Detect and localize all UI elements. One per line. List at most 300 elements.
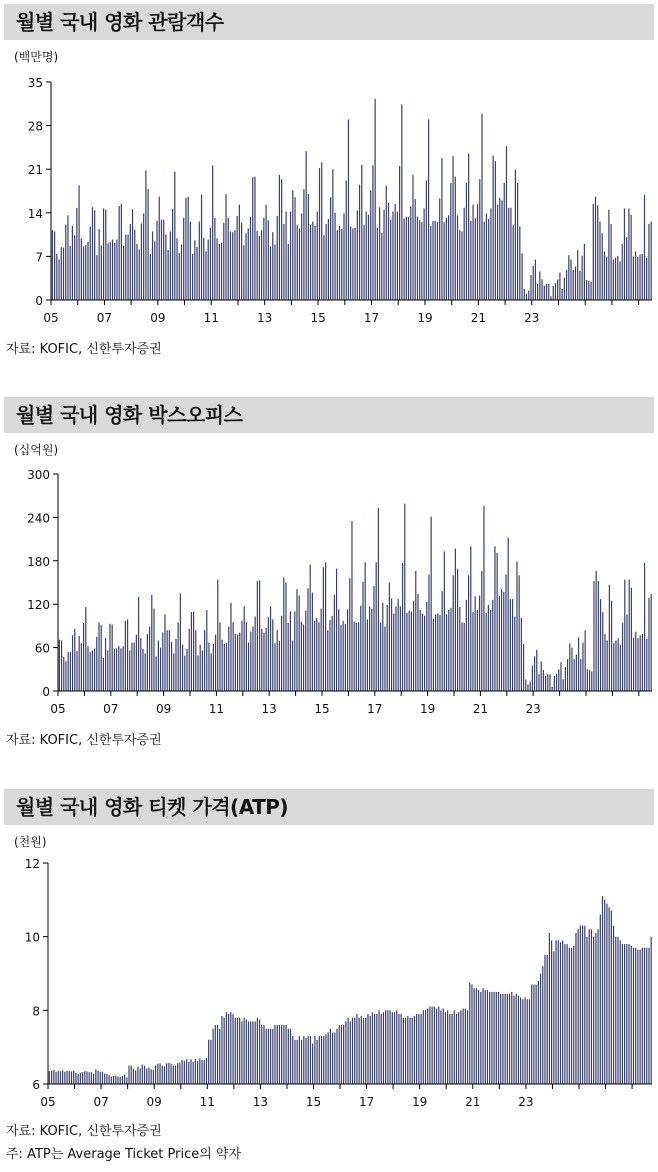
x-tick-label: 07	[96, 311, 113, 325]
x-tick-label: 23	[524, 311, 540, 325]
bar	[157, 1064, 158, 1084]
bar	[193, 1062, 194, 1084]
bar	[558, 940, 559, 1084]
bar	[299, 1036, 300, 1084]
bar	[345, 1021, 346, 1084]
bar	[569, 948, 570, 1084]
bar	[58, 1071, 59, 1084]
bar	[469, 983, 470, 1084]
chart2-unit: (십억원)	[14, 443, 59, 457]
bar	[602, 896, 603, 1084]
bar	[555, 940, 556, 1084]
bar	[474, 988, 475, 1084]
bar	[407, 1016, 408, 1084]
bar	[591, 929, 592, 1084]
bar	[387, 1010, 388, 1084]
chart1-source: 자료: KOFIC, 신한투자증권	[6, 342, 162, 357]
bar	[571, 948, 572, 1084]
bar	[303, 1036, 304, 1084]
bar	[277, 1025, 278, 1084]
y-tick-label: 28	[27, 119, 43, 134]
chart1-unit: (백만명)	[14, 50, 59, 64]
bar	[106, 1074, 107, 1084]
bar	[142, 1064, 143, 1084]
bar	[257, 1018, 258, 1084]
bar	[51, 1071, 52, 1084]
bar	[524, 997, 525, 1084]
bar	[151, 1069, 152, 1084]
chart3-unit: (천원)	[14, 835, 47, 849]
bar	[451, 1014, 452, 1084]
bar	[478, 990, 479, 1084]
bar	[115, 1076, 116, 1084]
x-tick-label: 15	[305, 1095, 322, 1109]
bar	[350, 1021, 351, 1084]
x-tick-label: 07	[103, 702, 119, 716]
bar	[538, 981, 539, 1084]
bar	[443, 1008, 444, 1084]
bar	[463, 1008, 464, 1084]
bar	[578, 929, 579, 1084]
bar	[405, 1018, 406, 1084]
bar	[113, 1076, 114, 1084]
bar	[396, 1010, 397, 1084]
bar	[465, 1008, 466, 1084]
bar	[423, 1010, 424, 1084]
bar	[155, 1066, 156, 1084]
bar	[425, 1010, 426, 1084]
bar	[516, 994, 517, 1084]
bar	[268, 1029, 269, 1084]
bar	[173, 1066, 174, 1084]
bar	[206, 1058, 207, 1084]
x-tick-label: 17	[358, 1095, 375, 1109]
bar	[148, 1067, 149, 1084]
bar	[440, 1010, 441, 1084]
chart3-title: 월별 국내 영화 티켓 가격(ATP)	[4, 789, 654, 825]
bar	[352, 1018, 353, 1084]
bar	[177, 1063, 178, 1084]
x-tick-label: 15	[314, 702, 330, 716]
y-tick-label: 120	[27, 598, 50, 613]
bar	[228, 1014, 229, 1084]
bar	[509, 994, 510, 1084]
bar	[290, 1029, 291, 1084]
bar	[389, 1010, 390, 1084]
bar	[359, 1018, 360, 1084]
bar	[323, 1036, 324, 1084]
y-tick-label: 300	[27, 468, 50, 482]
bar	[398, 1014, 399, 1084]
y-tick-label: 180	[27, 554, 50, 569]
bar	[370, 1016, 371, 1084]
bar	[179, 1063, 180, 1084]
bar	[493, 992, 494, 1084]
bar	[91, 1072, 92, 1084]
bar	[471, 985, 472, 1084]
bar	[628, 944, 629, 1084]
y-tick-label: 8	[32, 1004, 40, 1019]
bar	[403, 1018, 404, 1084]
bar	[434, 1007, 435, 1084]
bar	[215, 1025, 216, 1084]
bar	[445, 1012, 446, 1084]
bar	[270, 1029, 271, 1084]
bar	[66, 1071, 67, 1084]
bar	[566, 944, 567, 1084]
bar	[505, 994, 506, 1084]
bar	[100, 1072, 101, 1084]
bar	[71, 1071, 72, 1084]
bar	[529, 999, 530, 1084]
bar	[217, 1025, 218, 1084]
chart2-title: 월별 국내 영화 박스오피스	[4, 397, 654, 433]
bar	[536, 985, 537, 1084]
bar	[500, 994, 501, 1084]
bar	[75, 1073, 76, 1084]
x-tick-label: 21	[470, 311, 487, 325]
bar	[305, 1038, 306, 1084]
bar	[164, 1066, 165, 1084]
bar	[467, 1010, 468, 1084]
bar	[78, 1074, 79, 1084]
bar	[372, 1012, 373, 1084]
bar	[489, 992, 490, 1084]
bar	[562, 940, 563, 1084]
bar	[82, 1072, 83, 1084]
bar	[511, 992, 512, 1084]
bar	[617, 937, 618, 1084]
bar	[159, 1063, 160, 1084]
bar	[383, 1012, 384, 1084]
bar	[518, 996, 519, 1084]
bar	[551, 940, 552, 1084]
y-tick-label: 0	[42, 685, 50, 699]
bar	[447, 1010, 448, 1084]
x-tick-label: 13	[257, 311, 273, 325]
bar	[633, 948, 634, 1084]
bar	[363, 1018, 364, 1084]
bar	[513, 996, 514, 1084]
chart3-note: 주: ATP는 Average Ticket Price의 약자	[6, 1147, 242, 1162]
bar	[573, 946, 574, 1084]
x-tick-label: 21	[465, 1095, 481, 1109]
bar	[144, 1066, 145, 1084]
bar	[401, 1014, 402, 1084]
bar	[84, 1071, 85, 1084]
bar	[197, 1061, 198, 1084]
bar	[332, 1032, 333, 1084]
bar	[274, 1025, 275, 1084]
bar	[195, 1059, 196, 1084]
bar	[381, 1014, 382, 1084]
bar	[547, 955, 548, 1084]
bar	[252, 1021, 253, 1084]
bar	[485, 990, 486, 1084]
bar	[582, 926, 583, 1084]
bar	[527, 999, 528, 1084]
x-tick-label: 19	[419, 702, 436, 716]
bar	[210, 1040, 211, 1084]
x-tick-label: 11	[199, 1095, 215, 1109]
x-tick-label: 11	[203, 311, 219, 325]
x-tick-label: 19	[412, 1095, 428, 1109]
bar	[104, 1074, 105, 1084]
bar	[613, 926, 614, 1084]
bar	[221, 1016, 222, 1084]
bar	[498, 992, 499, 1084]
bar	[246, 1020, 247, 1084]
bar	[378, 1010, 379, 1084]
x-tick-label: 21	[472, 702, 489, 716]
bar	[86, 1071, 87, 1084]
x-tick-label: 09	[146, 1095, 162, 1109]
bar	[97, 1071, 98, 1084]
bar	[640, 950, 641, 1084]
bar	[316, 1040, 317, 1084]
bar	[487, 990, 488, 1084]
bar	[314, 1036, 315, 1084]
bar	[586, 937, 587, 1084]
bar	[412, 1018, 413, 1084]
bar	[126, 1077, 127, 1084]
bar	[432, 1007, 433, 1084]
x-tick-label: 17	[367, 702, 383, 716]
bar	[239, 1018, 240, 1084]
bar	[235, 1018, 236, 1084]
bar	[646, 948, 647, 1084]
bar	[60, 1071, 61, 1084]
y-tick-label: 35	[27, 76, 43, 90]
bar	[310, 1036, 311, 1084]
bar	[259, 1020, 260, 1084]
bar	[69, 1071, 70, 1084]
bar	[283, 1025, 284, 1084]
x-tick-label: 19	[417, 311, 433, 325]
bar	[204, 1060, 205, 1084]
bar	[580, 926, 581, 1084]
bar	[520, 997, 521, 1084]
bar	[153, 1070, 154, 1084]
bar	[626, 944, 627, 1084]
y-tick-label: 60	[34, 641, 50, 656]
bar	[622, 944, 623, 1084]
x-tick-label: 05	[50, 702, 66, 716]
bar	[635, 948, 636, 1084]
bar	[122, 1076, 123, 1084]
bar	[507, 994, 508, 1084]
bar	[564, 944, 565, 1084]
bar	[328, 1032, 329, 1084]
bar	[281, 1025, 282, 1084]
bar	[418, 1014, 419, 1084]
bar	[312, 1043, 313, 1084]
x-tick-label: 09	[155, 702, 172, 716]
bar	[175, 1066, 176, 1084]
bar	[595, 933, 596, 1084]
bar	[241, 1021, 242, 1084]
bar	[124, 1075, 125, 1084]
bar	[232, 1014, 233, 1084]
bar	[292, 1036, 293, 1084]
bar	[111, 1077, 112, 1084]
bar	[199, 1058, 200, 1084]
x-tick-label: 15	[310, 311, 326, 325]
bar	[55, 1072, 56, 1084]
bar	[648, 948, 649, 1084]
y-tick-label: 14	[27, 206, 43, 221]
bar	[356, 1014, 357, 1084]
bar	[243, 1018, 244, 1084]
bar	[213, 1029, 214, 1084]
x-tick-label: 07	[93, 1095, 109, 1109]
y-tick-label: 240	[27, 511, 50, 526]
bar	[93, 1074, 94, 1084]
bar	[644, 948, 645, 1084]
bar	[131, 1066, 132, 1084]
bar	[597, 929, 598, 1084]
bar	[297, 1040, 298, 1084]
bar	[109, 1075, 110, 1084]
bar	[456, 1014, 457, 1084]
bar	[162, 1066, 163, 1084]
bar	[593, 937, 594, 1084]
bar	[330, 1029, 331, 1084]
bar	[480, 992, 481, 1084]
bar	[190, 1059, 191, 1084]
x-tick-label: 09	[150, 311, 166, 325]
bar	[609, 907, 610, 1084]
bar	[458, 1012, 459, 1084]
bar	[230, 1012, 231, 1084]
bar	[168, 1063, 169, 1084]
bar	[482, 988, 483, 1084]
bar	[496, 992, 497, 1084]
bar	[522, 999, 523, 1084]
bar	[394, 1012, 395, 1084]
bar	[600, 915, 601, 1084]
bar	[365, 1018, 366, 1084]
x-tick-label: 23	[525, 702, 541, 716]
bar	[604, 900, 605, 1084]
bar	[376, 1014, 377, 1084]
bar	[89, 1072, 90, 1084]
bar	[263, 1025, 264, 1084]
bar	[637, 950, 638, 1084]
bar	[533, 985, 534, 1084]
bar	[449, 1014, 450, 1084]
bar	[651, 937, 652, 1084]
bar	[584, 926, 585, 1084]
bar	[120, 1077, 121, 1084]
bar	[102, 1072, 103, 1084]
bar	[73, 1071, 74, 1084]
bar	[341, 1025, 342, 1084]
bar	[354, 1018, 355, 1084]
bar	[308, 1036, 309, 1084]
bar	[95, 1069, 96, 1084]
bar	[549, 933, 550, 1084]
y-tick-label: 7	[35, 250, 43, 265]
bar	[385, 1010, 386, 1084]
bar	[137, 1067, 138, 1084]
bar	[409, 1018, 410, 1084]
bar	[553, 951, 554, 1084]
bar	[128, 1066, 129, 1084]
bar	[334, 1032, 335, 1084]
bar	[62, 1070, 63, 1084]
bar	[201, 1060, 202, 1084]
bar	[139, 1069, 140, 1084]
bar	[53, 1070, 54, 1084]
bar	[64, 1072, 65, 1084]
bar	[606, 904, 607, 1084]
bar	[80, 1073, 81, 1084]
bar	[454, 1010, 455, 1084]
bar	[319, 1036, 320, 1084]
bar	[224, 1018, 225, 1084]
bar	[248, 1021, 249, 1084]
chart2-source: 자료: KOFIC, 신한투자증권	[6, 733, 162, 748]
y-tick-label: 0	[35, 294, 43, 308]
bar	[420, 1014, 421, 1084]
bar	[631, 946, 632, 1084]
bar	[288, 1029, 289, 1084]
bar	[436, 1008, 437, 1084]
bar	[642, 948, 643, 1084]
x-tick-label: 05	[43, 311, 59, 325]
bar	[325, 1034, 326, 1084]
bar	[186, 1059, 187, 1084]
bar	[491, 992, 492, 1084]
bar	[226, 1012, 227, 1084]
bar	[624, 944, 625, 1084]
bar	[343, 1025, 344, 1084]
bar	[615, 937, 616, 1084]
bar	[367, 1014, 368, 1084]
bar	[250, 1021, 251, 1084]
bar	[347, 1018, 348, 1084]
bar	[476, 988, 477, 1084]
bar	[133, 1069, 134, 1084]
x-tick-label: 13	[252, 1095, 269, 1109]
bar	[266, 1029, 267, 1084]
bar	[544, 955, 545, 1084]
bar	[135, 1070, 136, 1084]
x-tick-label: 17	[363, 311, 380, 325]
bar	[560, 942, 561, 1084]
bar	[117, 1077, 118, 1084]
bar	[414, 1016, 415, 1084]
bar	[219, 1029, 220, 1084]
chart3-source: 자료: KOFIC, 신한투자증권	[6, 1124, 162, 1139]
bar	[49, 1071, 50, 1084]
bar	[531, 985, 532, 1084]
bar	[611, 911, 612, 1084]
bar	[416, 1014, 417, 1084]
bar	[542, 966, 543, 1084]
bar	[336, 1029, 337, 1084]
x-tick-label: 13	[261, 702, 277, 716]
y-tick-label: 12	[24, 857, 40, 871]
bar	[279, 1025, 280, 1084]
bar	[321, 1036, 322, 1084]
y-tick-label: 10	[24, 930, 40, 945]
bar	[286, 1025, 287, 1084]
x-tick-label: 23	[518, 1095, 534, 1109]
bar	[429, 1007, 430, 1084]
chart1-title: 월별 국내 영화 관람객수	[4, 4, 654, 40]
